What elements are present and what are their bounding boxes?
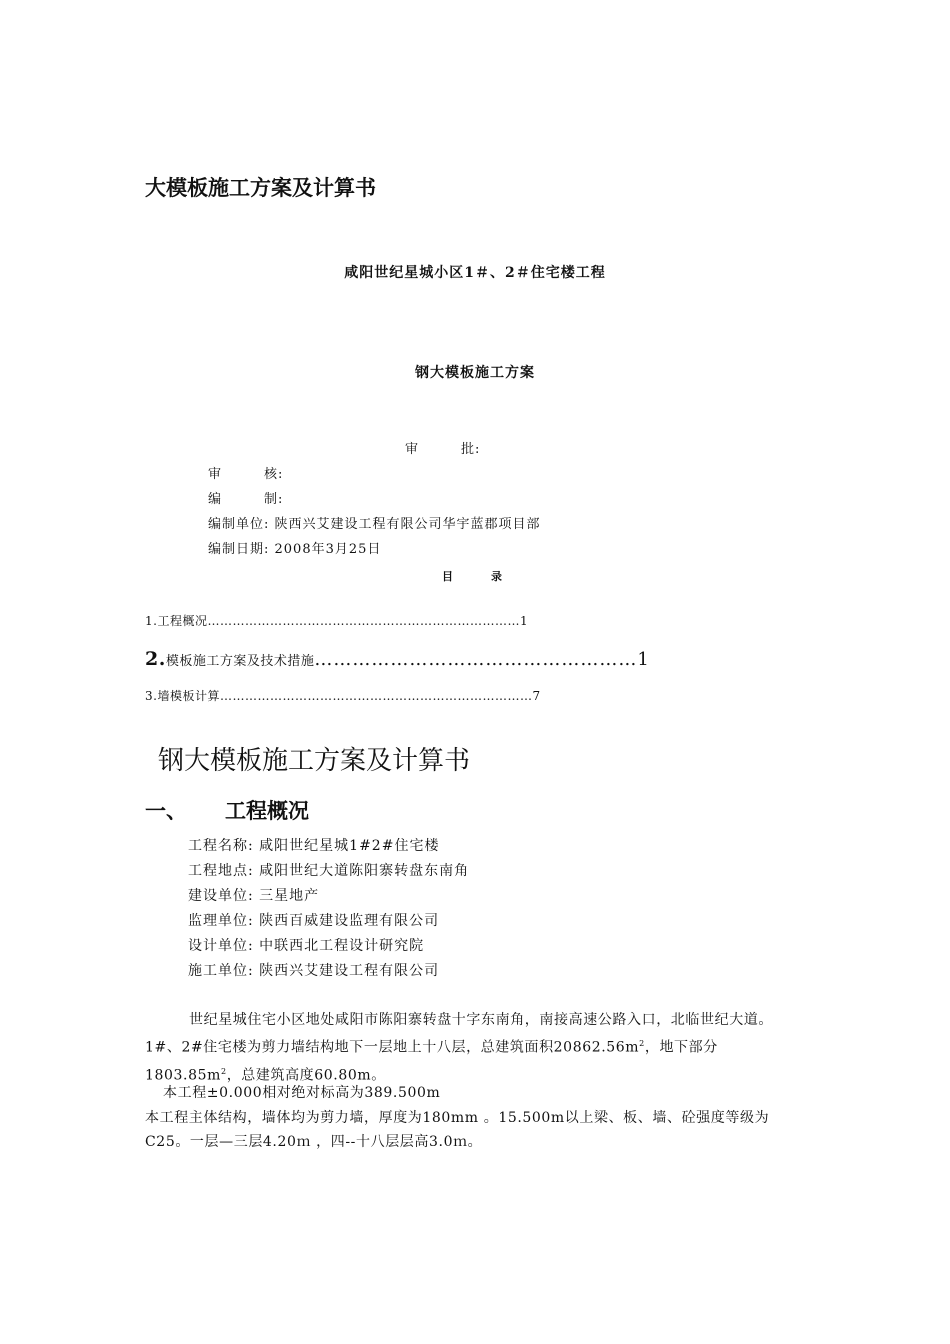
section-heading [145, 795, 309, 825]
toc-item-1[interactable]: 1.工程概况…………………………………………………………………1 [145, 614, 529, 628]
toc-item-2-text: 模板施工方案及技术措施 [165, 654, 315, 669]
review-line [208, 463, 283, 482]
project-info-supervisor: 监理单位: 陕西百威建设监理有限公司 [188, 913, 440, 929]
project-info-designer: 设计单位: 中联西北工程设计研究院 [188, 938, 425, 954]
compile-label-a: 编 [208, 492, 223, 507]
structure-paragraph: 本工程主体结构，墙体均为剪力墙，厚度为180mm 。15.500m以上梁、板、墙、砼强度等级为C25。一层—三层4.20ｍ ，四--十八层层高3.0ｍ。 [145, 1110, 770, 1150]
review-label-b: 核: [264, 467, 284, 482]
plan-title: 钢大模板施工方案 [415, 365, 535, 381]
toc-item-2-dots: ……………………………………………1 [314, 649, 650, 670]
toc-item-2[interactable] [145, 648, 650, 670]
elevation-paragraph: 本工程±0.000相对绝对标高为389.500m [163, 1085, 441, 1101]
project-info-location: 工程地点: 咸阳世纪大道陈阳寨转盘东南角 [188, 863, 470, 879]
overview-text-a: 世纪星城住宅小区地处咸阳市陈阳寨转盘十字东南角，南接高速公路入口，北临世纪大道。1#、2#住宅楼为剪力墙结构地下一层地上十八层，总建筑面积20862.56m [145, 1012, 773, 1056]
project-info-developer: 建设单位: 三星地产 [188, 888, 320, 904]
approve-label-b: 批: [461, 442, 481, 457]
toc-item-2-number: 2. [145, 648, 166, 670]
section-number: 一、 [145, 799, 187, 823]
overview-sup-a: 2 [639, 1039, 645, 1048]
overview-sup-b: 2 [220, 1066, 227, 1076]
overview-text-c: ，总建筑高度60.80m。 [226, 1067, 386, 1084]
toc-heading [442, 568, 502, 584]
section-title: 工程概况 [225, 799, 309, 823]
compile-date: 编制日期: 2008年3月25日 [208, 542, 382, 557]
review-label-a: 审 [208, 467, 223, 482]
overview-paragraph [145, 1008, 805, 1087]
toc-heading-a: 目 [442, 570, 453, 583]
document-title: 大模板施工方案及计算书 [145, 176, 376, 200]
approve-line [405, 438, 480, 457]
project-info-name: 工程名称: 咸阳世纪星城1#2#住宅楼 [188, 838, 440, 854]
compile-label-b: 制: [264, 492, 284, 507]
toc-heading-b: 录 [491, 570, 502, 583]
compile-unit: 编制单位: 陕西兴艾建设工程有限公司华宇蓝郡项目部 [208, 517, 541, 532]
approve-label-a: 审 [405, 442, 420, 457]
compile-line [208, 488, 283, 507]
project-info-constructor: 施工单位: 陕西兴艾建设工程有限公司 [188, 963, 440, 979]
overview-text-b: ，地下部分1803.85m [145, 1039, 718, 1084]
project-title: 咸阳世纪星城小区1＃、2＃住宅楼工程 [344, 265, 606, 281]
toc-item-3[interactable]: 3.墙模板计算…………………………………………………………………7 [145, 689, 541, 703]
main-heading: 钢大模板施工方案及计算书 [158, 746, 471, 776]
